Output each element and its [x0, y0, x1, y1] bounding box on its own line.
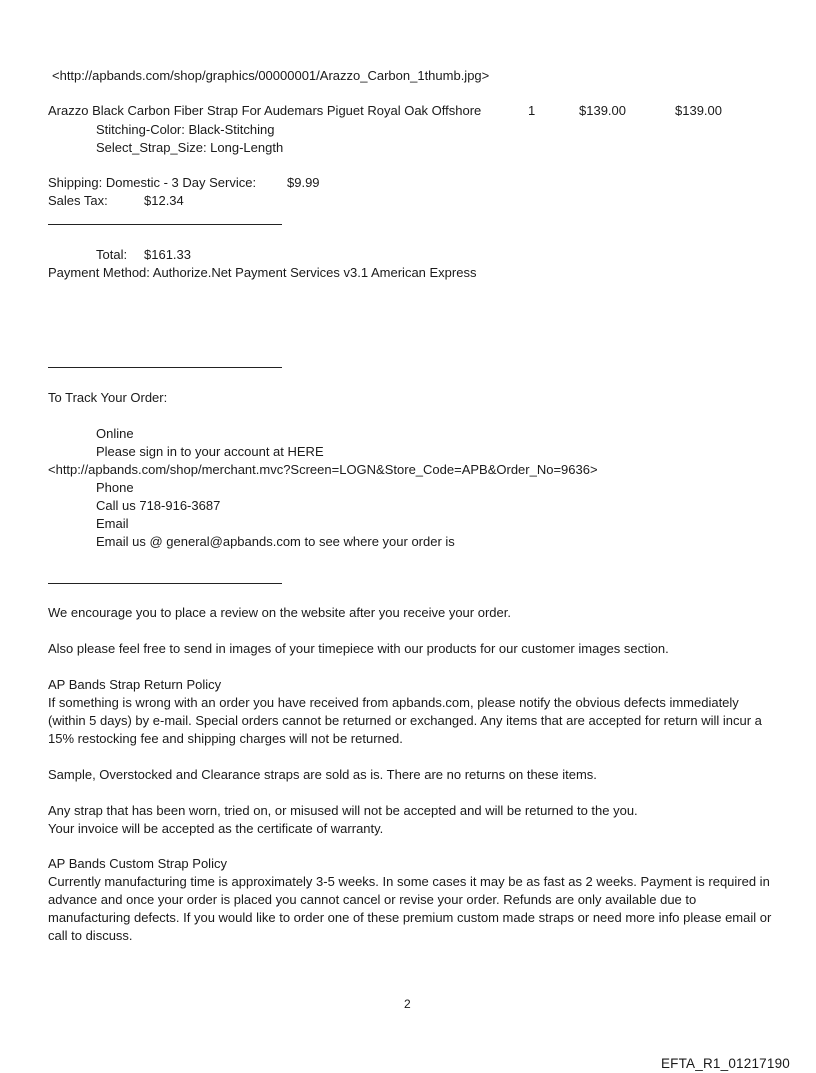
divider [48, 367, 282, 368]
page-number: 2 [404, 997, 411, 1011]
review-note: We encourage you to place a review on the website after you receive your order. [48, 605, 511, 620]
return-policy-text: If something is wrong with an order you have received from apbands.com, please notify the obvious defects immediately (within 5 days) by e-mail. Special orders cannot be returned or exchanged. Any items that are accepted for return will incur a 15% restocking fee and shipping charges will not be returned. [48, 695, 762, 746]
shipping-label: Shipping: Domestic - 3 Day Service: [48, 175, 257, 190]
total-value: $161.33 [144, 247, 191, 262]
shipping-value: $9.99 [287, 175, 320, 190]
document-id: EFTA_R1_01217190 [660, 1056, 790, 1071]
tax-label: Sales Tax: [48, 193, 108, 208]
tracking-phone-text: Call us 718-916-3687 [96, 498, 221, 513]
tracking-heading: To Track Your Order: [48, 390, 168, 405]
tracking-email-label: Email [96, 516, 129, 531]
return-policy-title: AP Bands Strap Return Policy [48, 677, 222, 692]
divider [48, 224, 282, 225]
item-unit-price: $139.00 [579, 103, 626, 118]
images-note: Also please feel free to send in images of your timepiece with our products for our customer images section. [48, 641, 669, 656]
item-option: Stitching-Color: Black-Stitching [96, 122, 275, 137]
tracking-email-text: Email us @ general@apbands.com to see where your order is [96, 534, 455, 549]
custom-policy-text: Currently manufacturing time is approximately 3-5 weeks. In some cases it may be as fast as 2 weeks. Payment is required in advance and once your order is placed you cannot cancel or revise your order. Refunds are only available due to manufacturing defects. If you would like to order one of these premium custom made straps or need more info please email or call to discuss. [48, 874, 772, 943]
custom-policy-title: AP Bands Custom Strap Policy [48, 856, 227, 871]
payment-method: Payment Method: Authorize.Net Payment Services v3.1 American Express [48, 265, 477, 280]
clearance-note: Sample, Overstocked and Clearance straps are sold as is. There are no returns on these items. [48, 767, 597, 782]
tracking-phone-label: Phone [96, 480, 134, 495]
divider [48, 583, 282, 584]
item-name: Arazzo Black Carbon Fiber Strap For Audemars Piguet Royal Oak Offshore [48, 103, 482, 118]
tracking-online-text: Please sign in to your account at HERE [96, 444, 324, 459]
total-label: Total: [96, 247, 128, 262]
item-quantity: 1 [528, 103, 536, 118]
tax-value: $12.34 [144, 193, 184, 208]
product-image-link[interactable]: <http://apbands.com/shop/graphics/00000001/Arazzo_Carbon_1thumb.jpg> [52, 68, 490, 83]
item-line-total: $139.00 [675, 103, 722, 118]
tracking-online-label: Online [96, 426, 134, 441]
warranty-note: Your invoice will be accepted as the certificate of warranty. [48, 821, 384, 836]
tracking-online-link[interactable]: <http://apbands.com/shop/merchant.mvc?Screen=LOGN&Store_Code=APB&Order_No=9636> [48, 462, 598, 477]
item-option: Select_Strap_Size: Long-Length [96, 140, 284, 155]
worn-note: Any strap that has been worn, tried on, or misused will not be accepted and will be returned to the you. [48, 803, 638, 818]
